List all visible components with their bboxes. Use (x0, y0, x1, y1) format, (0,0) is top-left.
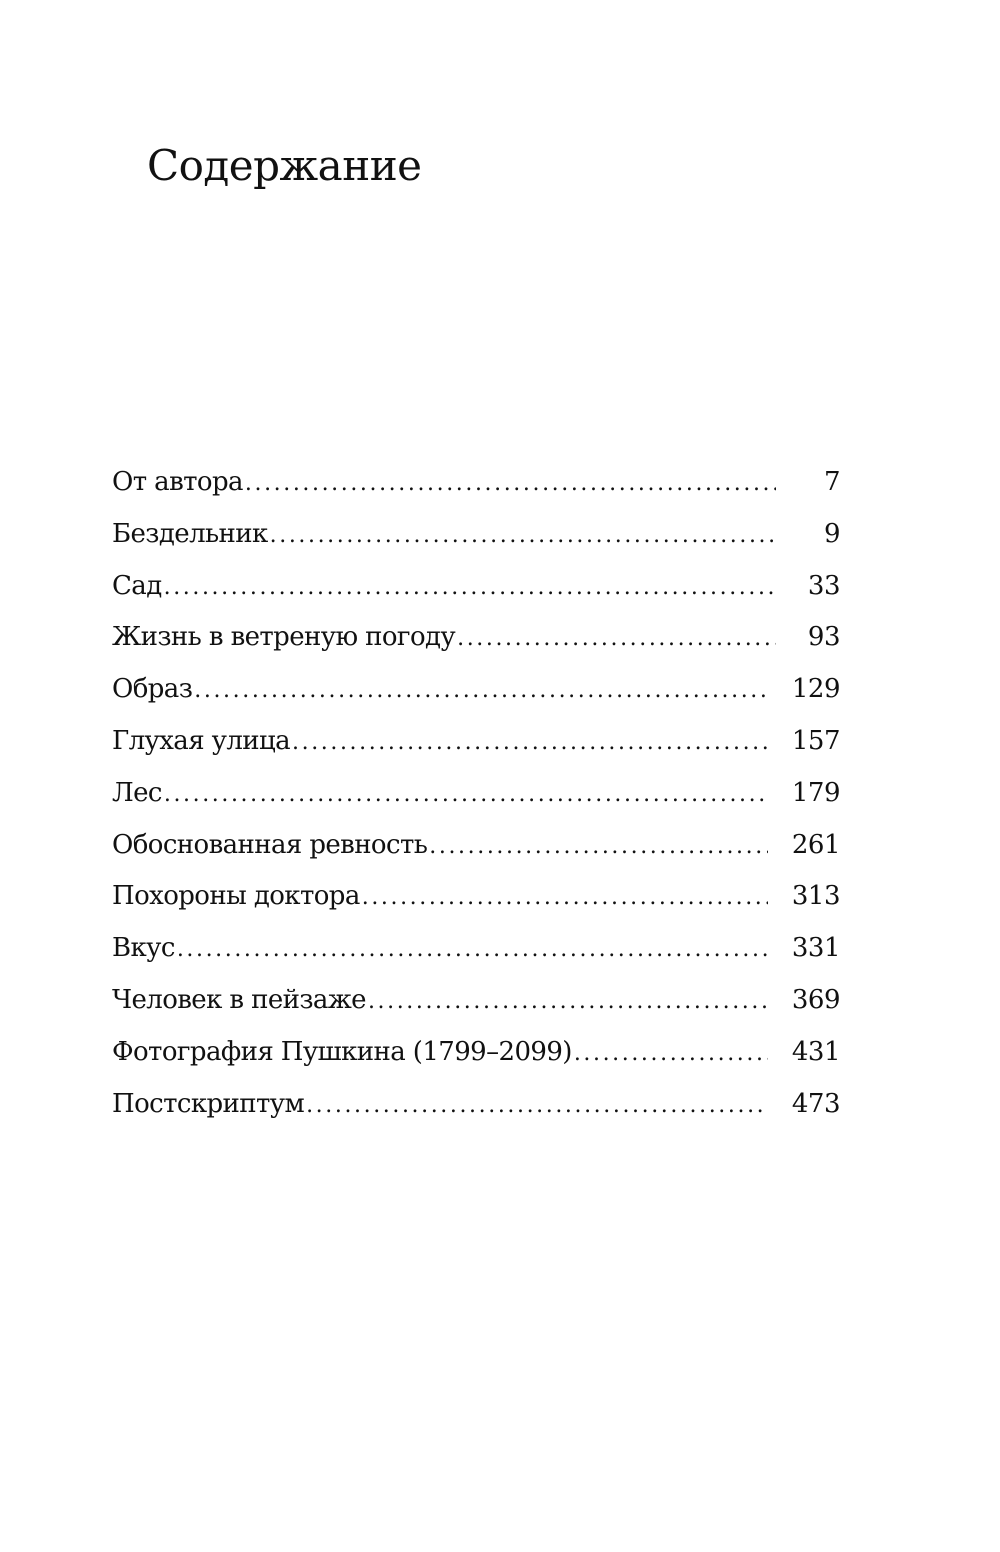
toc-entry (112, 978, 840, 1030)
table-of-contents (112, 460, 840, 1133)
toc-entry-title: Фотография Пушкина (1799–2099) (112, 1036, 572, 1067)
toc-entry-page: 9 (823, 518, 840, 549)
toc-entry-page: 369 (791, 984, 840, 1015)
toc-entry (112, 615, 840, 667)
toc-entry-title: Вкус (112, 933, 175, 964)
page-title: Содержание (147, 141, 422, 190)
toc-dot-leader (194, 669, 768, 713)
toc-entry (112, 1082, 840, 1134)
toc-entry-page: 331 (791, 933, 840, 964)
toc-entry (112, 771, 840, 823)
toc-dot-leader (368, 980, 768, 1024)
toc-entry-page: 473 (791, 1088, 840, 1119)
toc-entry-page: 7 (823, 467, 840, 497)
toc-entry-title: Похороны доктора (112, 881, 360, 912)
toc-dot-leader (270, 514, 776, 558)
toc-entry-title: Обоснованная ревность (112, 829, 428, 860)
toc-entry-page: 157 (791, 725, 840, 756)
toc-entry-title: Постскриптум (112, 1088, 305, 1119)
toc-dot-leader (457, 617, 776, 661)
toc-entry (112, 512, 840, 564)
toc-entry-page: 261 (791, 829, 840, 860)
toc-entry-title: Сад (112, 570, 162, 601)
toc-entry (112, 874, 840, 926)
toc-entry-title: Лес (112, 777, 162, 808)
toc-entry-title: Бездельник (112, 518, 268, 549)
toc-entry-page: 179 (791, 777, 840, 808)
toc-dot-leader (245, 462, 776, 506)
toc-entry (112, 460, 840, 512)
toc-entry-title: От автора (112, 467, 243, 497)
toc-dot-leader (164, 773, 768, 817)
toc-entry-title: Глухая улица (112, 725, 291, 756)
toc-dot-leader (429, 825, 768, 869)
toc-entry-page: 129 (791, 674, 840, 705)
toc-entry-page: 431 (791, 1036, 840, 1067)
toc-entry-page: 33 (807, 570, 840, 601)
toc-entry-title: Жизнь в ветреную погоду (112, 622, 456, 653)
toc-entry (112, 667, 840, 719)
toc-dot-leader (292, 721, 768, 765)
toc-entry (112, 823, 840, 875)
toc-dot-leader (574, 1032, 768, 1076)
toc-dot-leader (362, 876, 768, 920)
toc-entry-title: Человек в пейзаже (112, 984, 366, 1015)
toc-dot-leader (177, 928, 768, 972)
toc-entry-page: 313 (791, 881, 840, 912)
toc-dot-leader (306, 1084, 768, 1128)
toc-entry (112, 564, 840, 616)
toc-entry (112, 719, 840, 771)
toc-entry (112, 1030, 840, 1082)
toc-entry-page: 93 (807, 622, 840, 653)
toc-entry (112, 926, 840, 978)
toc-dot-leader (164, 566, 776, 610)
toc-entry-title: Образ (112, 674, 193, 705)
